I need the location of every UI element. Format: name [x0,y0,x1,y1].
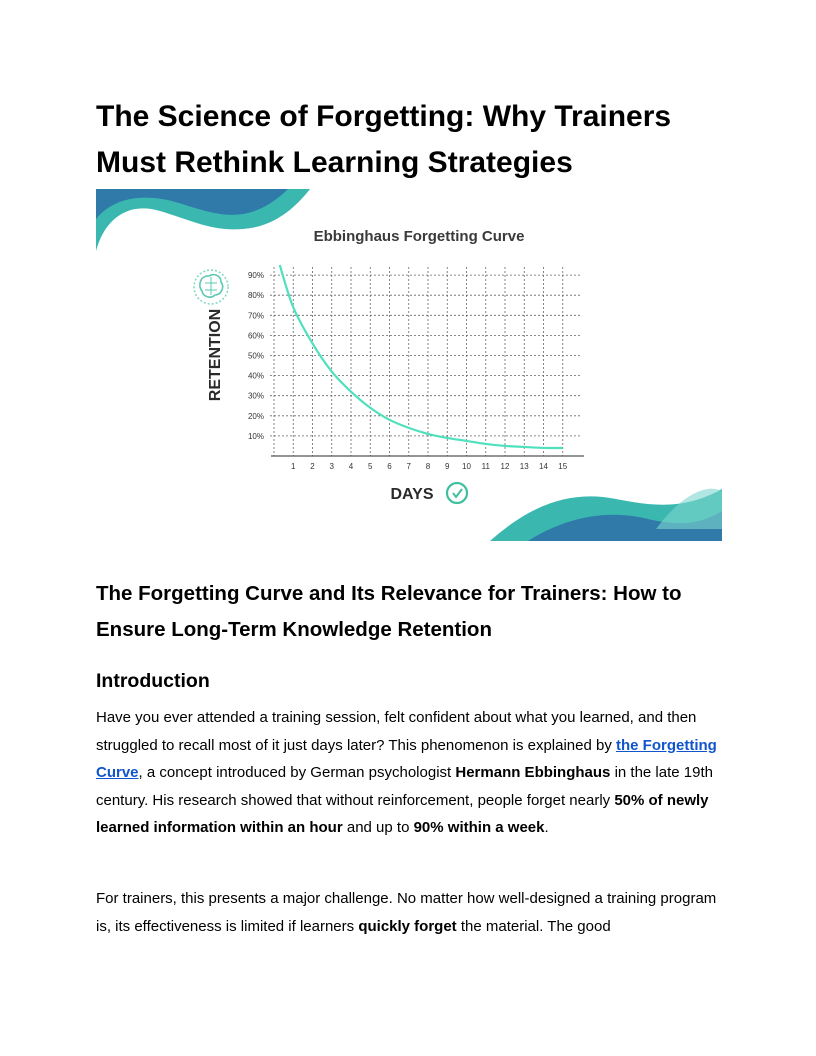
y-tick-label: 80% [247,291,264,301]
x-tick-label: 1 [291,462,296,471]
x-tick-label: 14 [539,462,548,471]
y-tick-label: 20% [247,411,264,421]
x-tick-label: 12 [500,462,510,471]
bold-text: quickly forget [358,917,457,935]
x-tick-label: 7 [406,462,411,471]
forgetting-curve-line [280,265,563,448]
chart-grid [270,267,582,456]
bold-text: 90% within a week [413,819,545,837]
text-run: the material. The good [456,917,611,935]
forgetting-curve-link[interactable]: the Forgetting Curve [96,736,717,782]
text-run: in the late 19th century. His research showed that without reinforcement, people forget nearly [96,764,713,809]
introduction-heading: Introduction [96,670,210,692]
text-run: and up to [342,819,414,837]
y-tick-label: 50% [247,351,264,361]
y-axis-label: RETENTION [207,308,224,402]
bold-text: 50% of newly learned information within an hour [96,791,709,837]
forgetting-curve-figure [96,189,722,541]
y-tick-label: 30% [247,391,264,401]
forgetting-curve-chart [96,189,722,541]
text-run: For trainers, this presents a major challenge. No matter how well-designed a training program is, its effectiveness is limited if learners [96,890,717,935]
brain-icon [194,270,228,304]
bold-text: Hermann Ebbinghaus [455,764,611,782]
x-tick-label: 9 [445,462,450,471]
text-run: , a concept introduced by German psychologist [138,764,456,782]
x-tick-label: 11 [481,462,490,471]
y-tick-labels [248,271,264,441]
y-tick-label: 90% [247,271,264,281]
x-tick-label: 10 [462,462,471,471]
text-run: . [544,819,549,837]
challenge-paragraph [96,885,722,940]
x-tick-label: 8 [425,462,431,471]
intro-paragraph [96,704,722,842]
section-heading: The Forgetting Curve and Its Relevance for Trainers: How to Ensure Long-Term Knowledge Retention [96,582,682,641]
chart-title: Ebbinghaus Forgetting Curve [313,228,525,245]
x-tick-label: 3 [329,462,334,471]
text-run: Have you ever attended a training session, felt confident about what you learned, and then struggled to recall most of it just days later? This phenomenon is explained by [96,709,697,754]
x-tick-labels [291,462,568,471]
x-tick-label: 4 [348,462,354,471]
x-axis-label: DAYS [390,486,434,503]
x-tick-label: 5 [368,462,373,471]
x-tick-label: 2 [310,462,315,471]
x-tick-label: 15 [558,462,568,471]
y-tick-label: 40% [247,371,264,381]
x-tick-label: 13 [519,462,529,471]
document-title: The Science of Forgetting: Why Trainers Must Rethink Learning Strategies [96,100,672,179]
y-tick-label: 10% [247,431,264,441]
y-tick-label: 60% [247,331,264,341]
y-tick-label: 70% [247,311,264,321]
x-tick-label: 6 [387,462,392,471]
clock-icon [447,483,467,503]
